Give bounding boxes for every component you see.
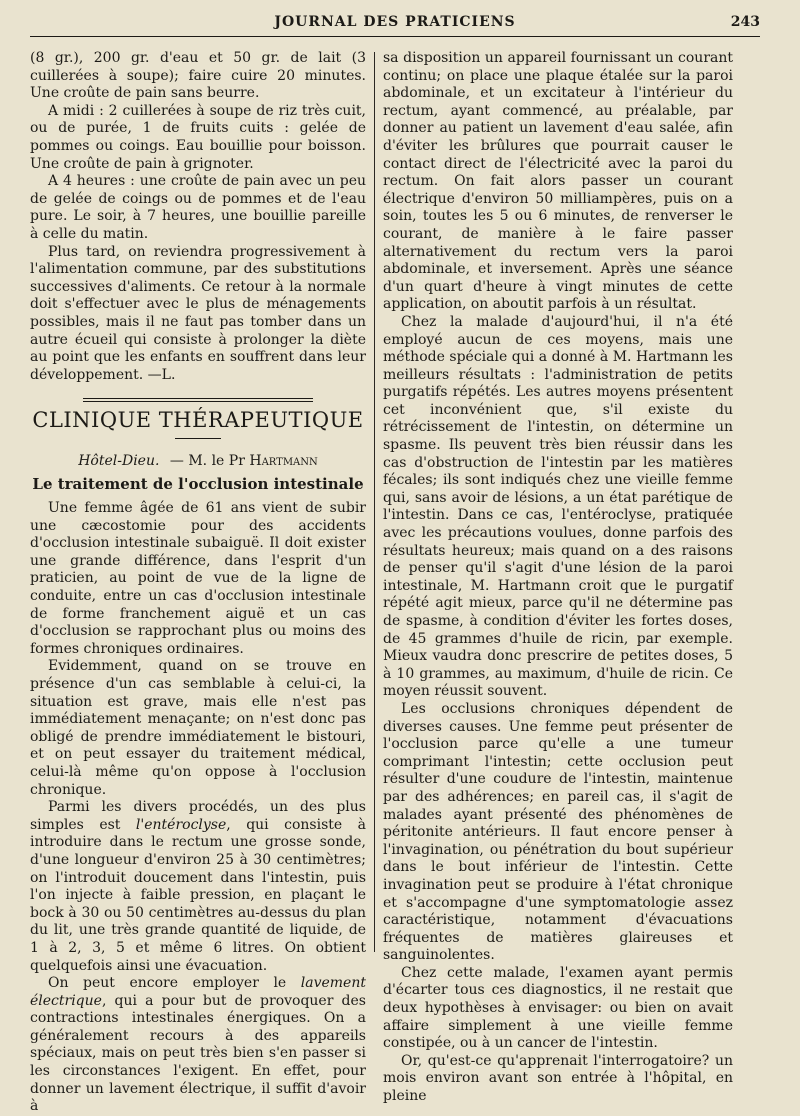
emphasis: lavement électrique <box>30 975 366 1009</box>
paragraph: Plus tard, on reviendra progressivement à l'alimentation commune, par des substitutions successives d'aliments. Ce retour à la normale doit s'effectuer avec le plus de ménagements possibles, mais il ne faut pas tomber dans un autre écueil qui consiste à prolonger la diète au point que les enfants en souffrent dans leur développement. —L. <box>30 243 366 383</box>
paragraph: Une femme âgée de 61 ans vient de subir une cæcostomie pour des accidents d'occlusion intestinale subaiguë. Il doit exister une grande différence, dans l'esprit d'un praticien, au point de vue de la ligne de conduite, entre un cas d'occlusion intestinale de forme franchement aiguë et un cas d'occlusion se rapprochant plus ou moins des formes chroniques ordinaires. <box>30 500 366 657</box>
column-divider <box>374 52 375 952</box>
paragraph: A 4 heures : une croûte de pain avec un peu de gelée de coings ou de pommes et de l'eau pure. Le soir, à 7 heures, une bouillie pareille à celle du matin. <box>30 173 366 242</box>
journal-title: JOURNAL DES PRATICIENS <box>274 14 516 30</box>
running-header <box>30 14 760 40</box>
paragraph: Or, qu'est-ce qu'apprenait l'interrogatoire? un mois environ avant son entrée à l'hôpital, en pleine <box>383 1052 733 1105</box>
article-title: Le traitement de l'occlusion intestinale <box>32 475 364 494</box>
text-run: On peut encore employer le <box>48 975 301 992</box>
byline-author: Hartmann <box>249 452 318 469</box>
paragraph: Evidemment, quand on se trouve en présence d'un cas semblable à celui-ci, la situation est grave, mais elle n'est pas immédiatement menaçante; on n'est donc pas obligé de prendre immédiatement le bistouri, et on peut essayer du traitement médical, celui-là même qu'on oppose à l'occlusion chronique. <box>30 658 366 798</box>
right-column <box>383 50 733 1106</box>
text-run: , qui a pour but de provoquer des contractions intestinales énergiques. On a généralement recours à des appareils spéciaux, mais on peut très bien s'en passer si les circonstances l'exigent. En effet, pour donner un lavement électrique, il suffit d'avoir à <box>30 992 366 1115</box>
paragraph: Chez la malade d'aujourd'hui, il n'a été employé aucun de ces moyens, mais une méthode spéciale qui a donné à M. Hartmann les meilleurs résultats : l'administration de petits purgatifs répétés. Les autres moyens présentent cet inconvénient que, s'il existe du rétrécissement de l'intestin, on détermine un spasme. Ils peuvent très bien réussir dans les cas d'obstruction de l'intestin par les matières fécales; ils sont indiqués chez une vieille femme qui, sans avoir de lésions, a un état parétique de l'intestin. Dans ce cas, l'entéroclyse, pratiquée avec les précautions voulues, donne parfois des résultats heureux; mais quand on a des raisons de penser qu'il s'agit d'une lésion de la paroi intestinale, M. Hartmann croit que le purgatif répété agit mieux, parce qu'il ne détermine pas de spasme, à condition d'éviter les fortes doses, de 45 grammes d'huile de ricin, par exemple. Mieux vaudra donc prescrire de petites doses, 5 à 10 grammes, au maximum, d'huile de ricin. Ce moyen réussit souvent. <box>383 313 733 700</box>
byline <box>30 453 366 471</box>
paragraph: sa disposition un appareil fournissant un courant continu; on place une plaque étalée sur la paroi abdominale, et un excitateur à l'intérieur du rectum, ayant commencé, au préalable, par donner au patient un lavement d'eau salée, afin d'éviter les brûlures que pourrait causer le contact direct de l'électricité avec la paroi du rectum. On fait alors passer un courant électrique d'environ 50 milliampères, puis on a soin, toutes les 5 ou 6 minutes, de renverser le courant, de manière à le faire passer alternativement du rectum vers la paroi abdominale, et inversement. Après une séance d'un quart d'heure à vingt minutes de cette application, on aboutit parfois à un résultat. <box>383 50 733 313</box>
text-run: , qui consiste à introduire dans le rectum une grosse sonde, d'une longueur d'environ 25 à 30 centimètres; on l'introduit doucement dans l'intestin, puis l'on injecte à faible pression, en plaçant le bock à 30 ou 50 centimètres au-dessus du plan du lit, une très grande quantité de liquide, de 1 à 2, 3, 5 et même 6 litres. On obtient quelquefois ainsi une évacuation. <box>30 816 366 974</box>
title-rule <box>175 438 221 439</box>
left-column <box>30 50 366 1116</box>
paragraph: A midi : 2 cuillerées à soupe de riz très cuit, ou de purée, 1 de fruits cuits : gelée de pommes ou coings. Eau bouillie pour boisson. Une croûte de pain à grignoter. <box>30 102 366 172</box>
emphasis: l'entéroclyse <box>135 816 227 833</box>
paragraph: Les occlusions chroniques dépendent de diverses causes. Une femme peut présenter de l'occlusion parce qu'elle a une tumeur comprimant l'intestin; cette occlusion peut résulter d'une coudure de l'intestin, maintenue par des adhérences; en pareil cas, il s'agit de malades ayant présenté des phénomènes de péritonite antérieurs. Il faut encore penser à l'invagination, ou pénétration du bout supérieur dans le bout inférieur de l'intestin. Cette invagination peut se produire à l'état chronique et s'accompagne d'une symptomatologie assez caractéristique, notamment d'évacuations fréquentes de matières glaireuses et sanguinolentes. <box>383 700 733 964</box>
paragraph <box>30 975 366 1116</box>
byline-prefix: — M. le Pr <box>169 452 245 469</box>
paragraph: Chez cette malade, l'examen ayant permis d'écarter tous ces diagnostics, il ne restait que deux hypothèses à envisager: ou bien on avait affaire simplement à une vieille femme constipée, ou à un cancer de l'intestin. <box>383 964 733 1052</box>
page-number: 243 <box>730 14 760 30</box>
text-run: Parmi les divers procédés, un des plus simples est <box>30 799 366 833</box>
byline-place: Hôtel-Dieu. <box>78 452 160 469</box>
paragraph: (8 gr.), 200 gr. d'eau et 50 gr. de lait (3 cuillerées à soupe); faire cuire 20 minutes. Une croûte de pain sans beurre. <box>30 50 366 102</box>
header-rule <box>30 36 760 37</box>
paragraph <box>30 799 366 975</box>
section-separator <box>83 398 313 402</box>
section-title: CLINIQUE THÉRAPEUTIQUE <box>32 408 364 433</box>
